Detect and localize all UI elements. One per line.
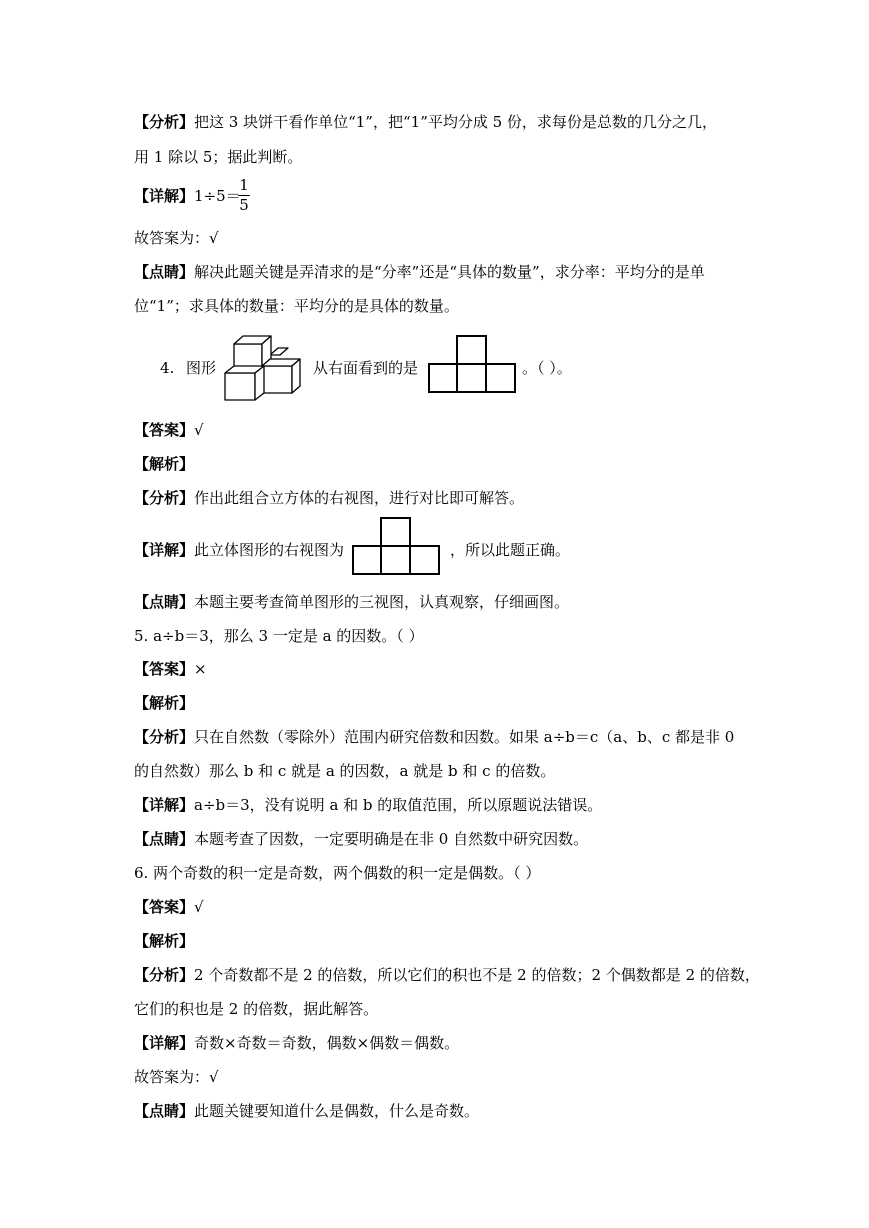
fraction-numerator: 1 — [239, 176, 249, 194]
analysis-tag: 【分析】 — [134, 113, 195, 131]
q6-conclusion: 故答案为：√ — [134, 1068, 219, 1086]
q3-conclusion: 故答案为：√ — [134, 229, 219, 247]
q5-analysis-line-1 — [134, 727, 734, 747]
detail-tag: 【详解】 — [134, 187, 195, 205]
answer-tag: 【答案】 — [134, 898, 195, 916]
detail-expression: 1÷5＝ — [194, 187, 241, 205]
parse-tag-text: 【解析】 — [134, 694, 195, 712]
q3-detail-line — [134, 186, 241, 206]
q5-detail-line — [134, 795, 602, 815]
q5-comment-line — [134, 829, 588, 849]
q6-detail-line — [134, 1033, 459, 1053]
comment-tag: 【点睛】 — [134, 263, 195, 281]
answer-tag: 【答案】 — [134, 660, 195, 678]
q4-comment-line — [134, 592, 569, 612]
analysis-tag: 【分析】 — [134, 966, 195, 984]
comment-tag: 【点睛】 — [134, 593, 195, 611]
detail-text: 奇数×奇数＝奇数，偶数×偶数＝偶数。 — [194, 1034, 460, 1052]
detail-tag: 【详解】 — [134, 796, 195, 814]
parse-tag-text: 【解析】 — [134, 932, 195, 950]
q4-prefix: 图形 — [186, 359, 217, 377]
q4-answer-line — [134, 420, 204, 440]
q6-parse-tag — [134, 931, 194, 951]
q4-analysis-line — [134, 488, 524, 508]
answer-value: √ — [194, 898, 204, 916]
analysis-text: 作出此组合立方体的右视图，进行对比即可解答。 — [194, 489, 525, 507]
q6-analysis-line-1 — [134, 965, 760, 985]
detail-text: 此立体图形的右视图为 — [194, 541, 345, 559]
comment-tag: 【点睛】 — [134, 1102, 195, 1120]
q3-comment-line-1 — [134, 262, 705, 282]
stacked-cubes-figure — [222, 333, 304, 403]
comment-text: 本题主要考查简单图形的三视图，认真观察，仔细画图。 — [194, 593, 570, 611]
q3-comment-line-2: 位“1”；求具体的数量：平均分的是具体的数量。 — [134, 297, 459, 315]
detail-tag: 【详解】 — [134, 1034, 195, 1052]
q3-analysis-line-2: 用 1 除以 5；据此判断。 — [134, 148, 303, 166]
answer-value: √ — [194, 421, 204, 439]
fraction-one-fifth — [238, 177, 250, 214]
parse-tag-text: 【解析】 — [134, 455, 195, 473]
q6-question: 6. 两个奇数的积一定是奇数，两个偶数的积一定是偶数。（ ） — [134, 864, 541, 882]
q4-parse-tag — [134, 454, 194, 474]
analysis-tag: 【分析】 — [134, 489, 195, 507]
q5-answer-line — [134, 659, 207, 679]
q6-analysis-line-2: 它们的积也是 2 的倍数，据此解答。 — [134, 1000, 379, 1018]
analysis-tag: 【分析】 — [134, 728, 195, 746]
q5-question: 5. a÷b＝3，那么 3 一定是 a 的因数。（ ） — [134, 627, 424, 645]
comment-tag: 【点睛】 — [134, 830, 195, 848]
q4-suffix: 。（ ）。 — [522, 359, 572, 377]
analysis-text: 把这 3 块饼干看作单位“1”，把“1”平均分成 5 份，求每份是总数的几分之几， — [194, 113, 717, 131]
comment-text: 解决此题关键是弄清求的是“分率”还是“具体的数量”，求分率：平均分的是单 — [194, 263, 705, 281]
comment-text: 此题关键要知道什么是偶数，什么是奇数。 — [194, 1102, 480, 1120]
q4-number: 4. — [160, 359, 175, 377]
analysis-text: 2 个奇数都不是 2 的倍数，所以它们的积也不是 2 的倍数；2 个偶数都是 2 的倍数， — [194, 966, 760, 984]
q6-answer-line — [134, 897, 204, 917]
q4-detail-line — [134, 540, 344, 560]
detail-text: a÷b＝3，没有说明 a 和 b 的取值范围，所以原题说法错误。 — [194, 796, 603, 814]
analysis-text: 只在自然数（零除外）范围内研究倍数和因数。如果 a÷b＝c（a、b、c 都是非 0 — [194, 728, 735, 746]
answer-value: × — [194, 660, 207, 678]
right-view-figure-question — [428, 334, 518, 394]
q5-parse-tag — [134, 693, 194, 713]
q4-detail-suffix: ，所以此题正确。 — [450, 541, 571, 559]
detail-tag: 【详解】 — [134, 541, 195, 559]
comment-text: 本题考查了因数，一定要明确是在非 0 自然数中研究因数。 — [194, 830, 589, 848]
q5-analysis-line-2: 的自然数）那么 b 和 c 就是 a 的因数，a 就是 b 和 c 的倍数。 — [134, 762, 556, 780]
q6-comment-line — [134, 1101, 479, 1121]
fraction-denominator: 5 — [239, 196, 249, 214]
answer-tag: 【答案】 — [134, 421, 195, 439]
q4-middle-text: 从右面看到的是 — [313, 359, 419, 377]
right-view-figure-answer — [352, 516, 442, 578]
q3-analysis-line-1 — [134, 112, 717, 132]
